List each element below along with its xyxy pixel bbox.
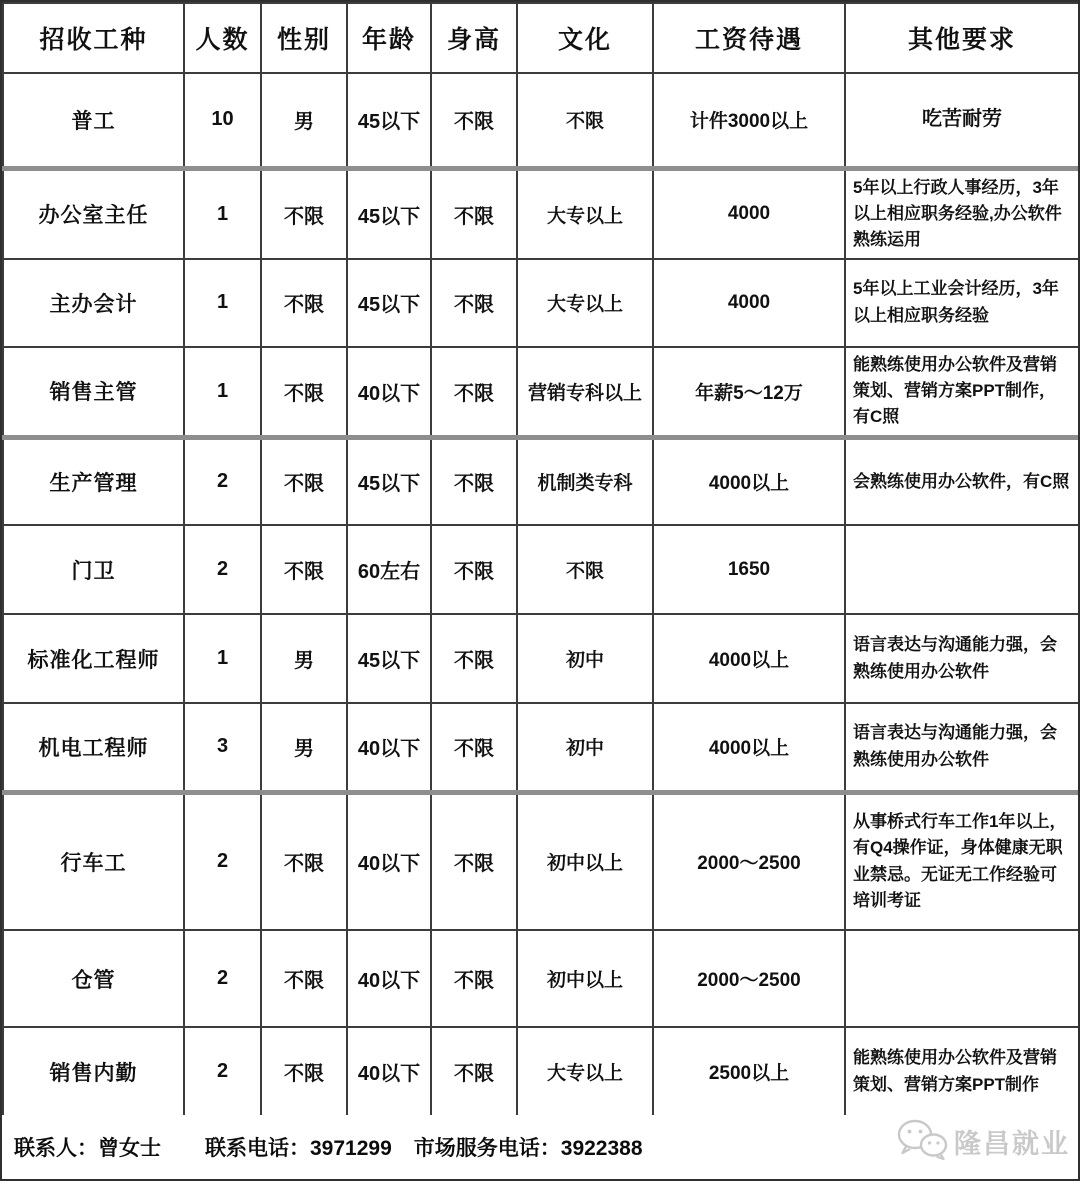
table-row [3,347,1079,438]
cell-count: 2 [184,525,261,614]
cell-age: 45以下 [347,437,431,525]
cell-height: 不限 [431,168,517,259]
cell-job: 办公室主任 [3,168,184,259]
cell-height: 不限 [431,437,517,525]
cell-salary: 计件3000以上 [653,73,845,168]
table-row [3,792,1079,930]
cell-education: 不限 [517,525,653,614]
cell-gender: 不限 [261,525,347,614]
cell-requirements [845,930,1079,1027]
cell-education: 大专以上 [517,259,653,347]
cell-job: 生产管理 [3,437,184,525]
cell-gender: 不限 [261,347,347,438]
cell-height: 不限 [431,792,517,930]
column-header-job: 招收工种 [3,3,184,73]
cell-age: 45以下 [347,259,431,347]
cell-job: 普工 [3,73,184,168]
cell-height: 不限 [431,525,517,614]
cell-age: 40以下 [347,792,431,930]
cell-job: 门卫 [3,525,184,614]
cell-education: 大专以上 [517,168,653,259]
cell-height: 不限 [431,614,517,703]
table-header-row [3,3,1079,73]
cell-requirements: 能熟练使用办公软件及营销策划、营销方案PPT制作，有C照 [845,347,1079,438]
cell-education: 不限 [517,73,653,168]
cell-age: 40以下 [347,703,431,792]
cell-gender: 不限 [261,437,347,525]
cell-requirements: 从事桥式行车工作1年以上，有Q4操作证，身体健康无职业禁忌。无证无工作经验可培训考证 [845,792,1079,930]
cell-requirements: 5年以上行政人事经历，3年以上相应职务经验,办公软件熟练运用 [845,168,1079,259]
cell-age: 45以下 [347,168,431,259]
cell-education: 初中以上 [517,930,653,1027]
cell-height: 不限 [431,930,517,1027]
column-header-gender: 性别 [261,3,347,73]
column-header-count: 人数 [184,3,261,73]
cell-count: 1 [184,259,261,347]
cell-job: 行车工 [3,792,184,930]
cell-count: 2 [184,930,261,1027]
cell-education: 机制类专科 [517,437,653,525]
column-header-salary: 工资待遇 [653,3,845,73]
wechat-icon [896,1118,948,1165]
table-row [3,1027,1079,1116]
cell-age: 60左右 [347,525,431,614]
market-service-phone: 市场服务电话：3922388 [413,1137,643,1160]
cell-height: 不限 [431,73,517,168]
cell-education: 初中 [517,614,653,703]
cell-job: 销售主管 [3,347,184,438]
cell-requirements: 吃苦耐劳 [845,73,1079,168]
cell-salary: 4000以上 [653,703,845,792]
cell-salary: 4000以上 [653,614,845,703]
cell-salary: 2000～2500 [653,930,845,1027]
cell-gender: 不限 [261,792,347,930]
cell-gender: 不限 [261,259,347,347]
cell-salary: 1650 [653,525,845,614]
cell-gender: 不限 [261,1027,347,1116]
cell-count: 1 [184,347,261,438]
cell-age: 40以下 [347,930,431,1027]
cell-count: 2 [184,792,261,930]
column-header-age: 年龄 [347,3,431,73]
cell-age: 45以下 [347,73,431,168]
column-header-education: 文化 [517,3,653,73]
contact-phone: 联系电话：3971299 [205,1137,392,1160]
cell-education: 初中以上 [517,792,653,930]
cell-height: 不限 [431,703,517,792]
cell-height: 不限 [431,1027,517,1116]
cell-requirements: 语言表达与沟通能力强，会熟练使用办公软件 [845,703,1079,792]
cell-salary: 4000以上 [653,437,845,525]
cell-salary: 4000 [653,259,845,347]
watermark-text: 隆昌就业 [954,1129,1070,1159]
table-row [3,614,1079,703]
cell-job: 机电工程师 [3,703,184,792]
table-row [3,930,1079,1027]
cell-requirements: 能熟练使用办公软件及营销策划、营销方案PPT制作 [845,1027,1079,1116]
cell-age: 45以下 [347,614,431,703]
cell-gender: 男 [261,614,347,703]
table-row [3,525,1079,614]
cell-education: 初中 [517,703,653,792]
table-row [3,437,1079,525]
column-header-height: 身高 [431,3,517,73]
cell-gender: 不限 [261,168,347,259]
column-header-requirements: 其他要求 [845,3,1079,73]
table-row [3,703,1079,792]
cell-job: 主办会计 [3,259,184,347]
cell-count: 1 [184,614,261,703]
cell-education: 大专以上 [517,1027,653,1116]
cell-height: 不限 [431,259,517,347]
cell-height: 不限 [431,347,517,438]
cell-education: 营销专科以上 [517,347,653,438]
watermark [896,1118,1070,1165]
cell-job: 销售内勤 [3,1027,184,1116]
table-row [3,73,1079,168]
cell-salary: 4000 [653,168,845,259]
cell-salary: 年薪5～12万 [653,347,845,438]
cell-gender: 男 [261,73,347,168]
contact-person: 联系人：曾女士 [14,1137,161,1160]
cell-age: 40以下 [347,347,431,438]
cell-requirements: 语言表达与沟通能力强，会熟练使用办公软件 [845,614,1079,703]
cell-requirements: 会熟练使用办公软件，有C照 [845,437,1079,525]
cell-job: 标准化工程师 [3,614,184,703]
table-row [3,168,1079,259]
cell-job: 仓管 [3,930,184,1027]
cell-gender: 男 [261,703,347,792]
jobs-table [2,2,1080,1117]
cell-gender: 不限 [261,930,347,1027]
cell-requirements: 5年以上工业会计经历，3年以上相应职务经验 [845,259,1079,347]
table-row [3,259,1079,347]
cell-count: 2 [184,1027,261,1116]
cell-count: 2 [184,437,261,525]
cell-salary: 2500以上 [653,1027,845,1116]
cell-count: 3 [184,703,261,792]
cell-count: 1 [184,168,261,259]
cell-age: 40以下 [347,1027,431,1116]
cell-count: 10 [184,73,261,168]
cell-requirements [845,525,1079,614]
cell-salary: 2000～2500 [653,792,845,930]
